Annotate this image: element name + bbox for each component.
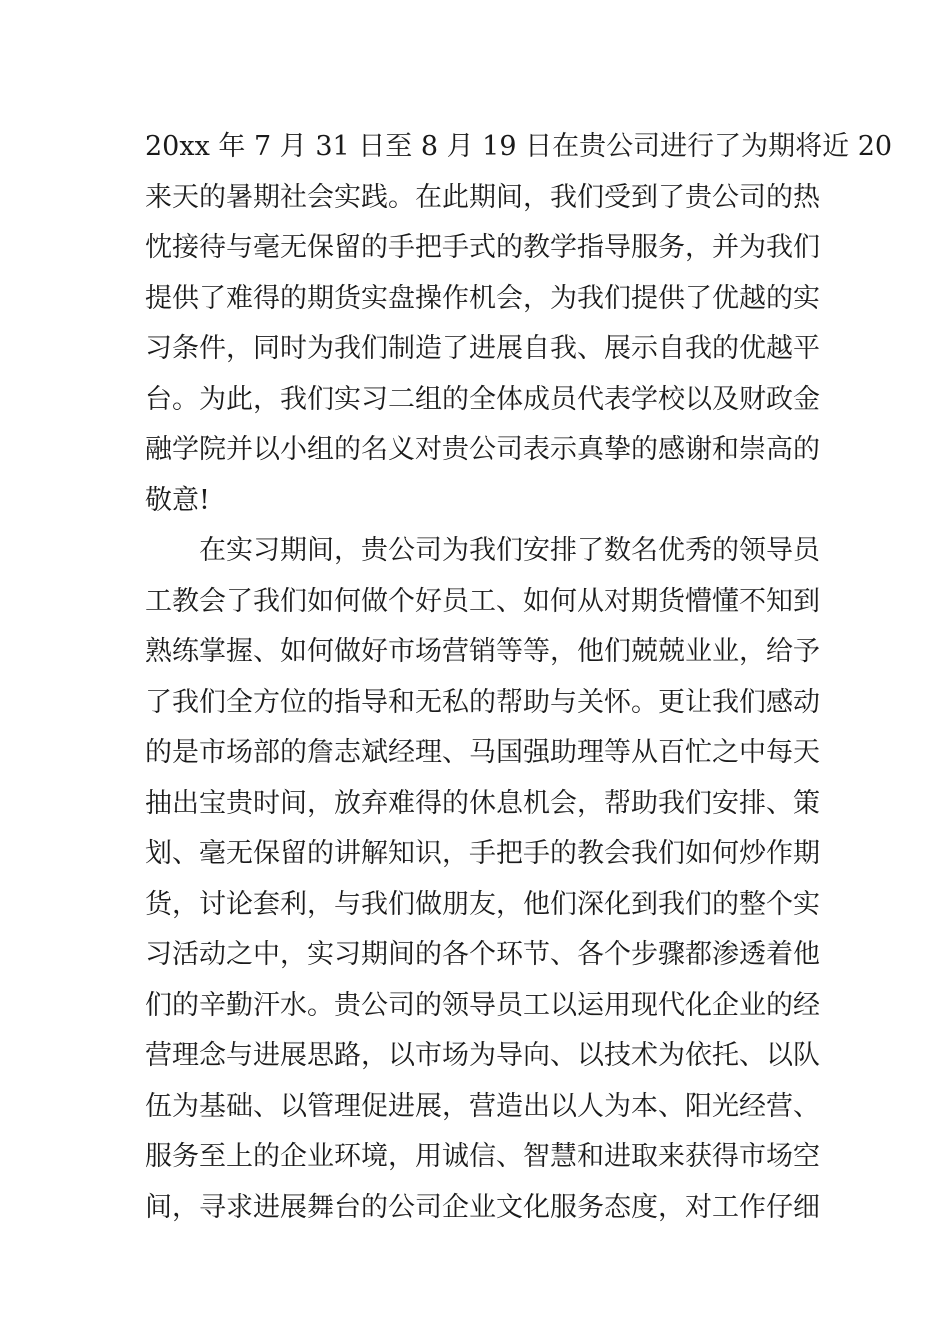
text-line: 伍为基础、以管理促进展，营造出以人为本、阳光经营、 [145,1090,820,1122]
body-text [145,122,893,1233]
text-line: 20xx 年 7 月 31 日至 8 月 19 日在贵公司进行了为期将近 20 [145,131,893,162]
text-line: 在实习期间，贵公司为我们安排了数名优秀的领导员 [199,535,820,566]
text-line: 提供了难得的期货实盘操作机会，为我们提供了优越的实 [145,282,820,314]
text-line: 划、毫无保留的讲解知识，手把手的教会我们如何炒作期 [145,838,820,869]
text-line: 习条件，同时为我们制造了进展自我、展示自我的优越平 [145,333,820,364]
text-line: 了我们全方位的指导和无私的帮助与关怀。更让我们感动 [145,686,820,718]
text-line: 工教会了我们如何做个好员工、如何从对期货懵懂不知到 [145,585,820,617]
text-line: 间，寻求进展舞台的公司企业文化服务态度，对工作仔细 [145,1191,820,1223]
text-line: 货，讨论套利，与我们做朋友，他们深化到我们的整个实 [145,888,820,920]
text-line: 忱接待与毫无保留的手把手式的教学指导服务，并为我们 [145,232,820,263]
text-line: 融学院并以小组的名义对贵公司表示真挚的感谢和崇高的 [145,434,820,465]
text-line: 抽出宝贵时间，放弃难得的休息机会，帮助我们安排、策 [145,787,820,819]
text-line: 服务至上的企业环境，用诚信、智慧和进取来获得市场空 [145,1141,820,1172]
text-line: 敬意! [145,484,210,516]
text-line: 来天的暑期社会实践。在此期间，我们受到了贵公司的热 [145,181,820,213]
text-line: 的是市场部的詹志斌经理、马国强助理等从百忙之中每天 [145,737,820,768]
text-line: 台。为此，我们实习二组的全体成员代表学校以及财政金 [145,383,820,415]
text-line: 习活动之中，实习期间的各个环节、各个步骤都渗透着他 [145,939,820,970]
text-line: 们的辛勤汗水。贵公司的领导员工以运用现代化企业的经 [145,989,820,1021]
text-line: 营理念与进展思路，以市场为导向、以技术为依托、以队 [145,1040,820,1071]
text-line: 熟练掌握、如何做好市场营销等等，他们兢兢业业，给予 [145,636,820,667]
